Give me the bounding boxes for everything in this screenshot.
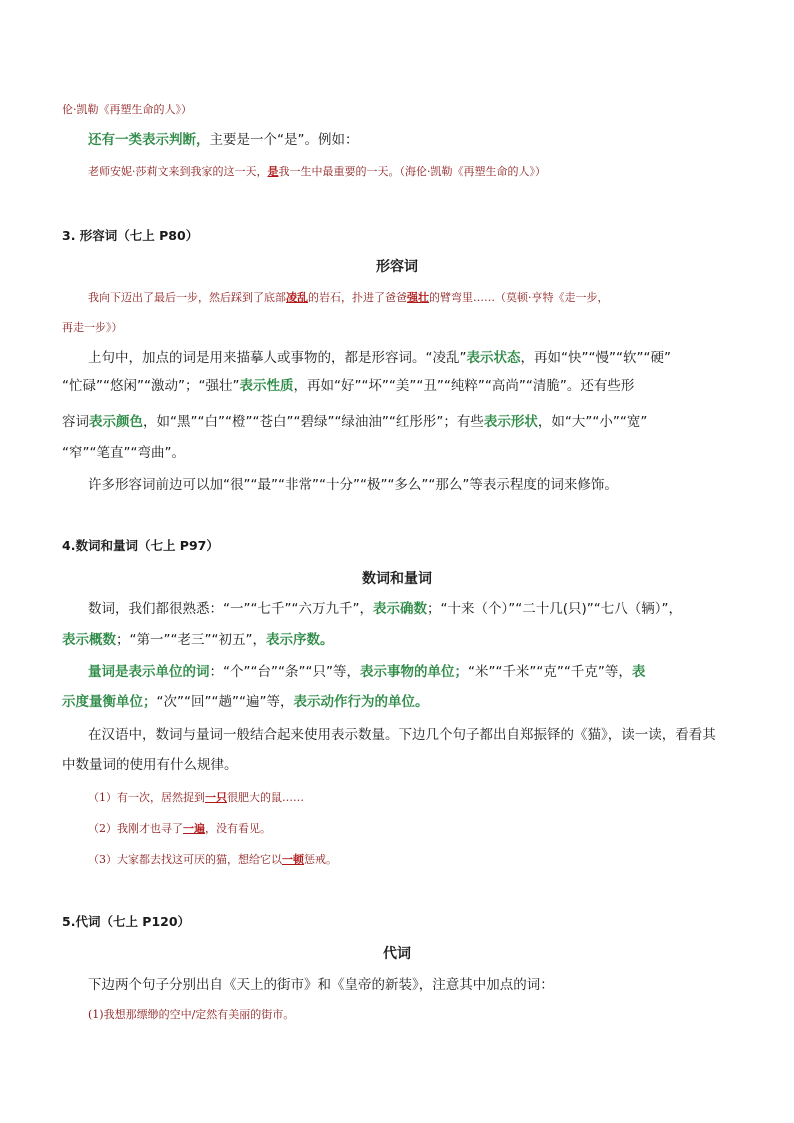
- body-text: 在汉语中，数词与量词一般结合起来使用表示数量。下边几个句子都出自郑振铎的《猫》，读一读，看看其: [88, 727, 716, 743]
- judgment-example-sentence: [88, 166, 546, 177]
- emphasis-text: 表示序数。: [265, 632, 334, 648]
- example-text: （2）我刚才也寻了: [88, 822, 183, 835]
- example-source-line: [62, 104, 192, 115]
- dotted-word: 一顿: [282, 853, 304, 866]
- dotted-word: 强壮: [407, 291, 429, 304]
- pronoun-example-1: [88, 1009, 294, 1020]
- example-text: 再走一步》）: [62, 321, 123, 334]
- adjective-paragraph-line: [88, 352, 671, 366]
- body-text: ：“个”“台”“条”“只”等，: [209, 664, 360, 680]
- example-source-text: 伦·凯勒《再塑生命的人》）: [62, 103, 192, 116]
- example-text: 很肥大的鼠……: [227, 791, 304, 804]
- adjective-paragraph-line: [62, 380, 634, 394]
- emphasis-text: 还有一类表示判断，: [88, 132, 210, 148]
- emphasis-text: 表示事物的单位；: [359, 664, 468, 680]
- example-text: （3）大家都去找这可厌的猫，想给它以: [88, 853, 282, 866]
- classifier-paragraph-line: [62, 696, 428, 710]
- body-text: “窄”“笔直”“弯曲”。: [62, 445, 185, 461]
- classifier-paragraph-line: [88, 666, 645, 680]
- body-text: ，如“黑”“白”“橙”“苍白”“碧绿”“绿油油”“红彤彤”；有些: [143, 414, 484, 430]
- quantity-example-1: [88, 792, 304, 803]
- adjective-paragraph-line: [62, 416, 647, 430]
- body-text: 数词，我们都很熟悉：“一”“七千”“六万九千”，: [88, 601, 373, 617]
- emphasis-text: 表: [631, 664, 646, 680]
- emphasis-text: 表示形状: [483, 414, 538, 430]
- dotted-word: 一遍: [183, 822, 205, 835]
- body-text: “忙碌”“悠闲”“激动”；“强壮”: [62, 378, 240, 394]
- section-heading-pronoun: 5.代词（七上 P120）: [62, 914, 191, 929]
- pronoun-paragraph-line: [88, 979, 554, 993]
- adjective-example-sentence: [88, 292, 609, 303]
- body-text: 容词: [62, 414, 89, 430]
- section-title-numeral: 数词和量词: [362, 571, 432, 587]
- section-heading-numeral: 4.数词和量词（七上 P97）: [62, 538, 219, 553]
- body-text: 上句中，加点的词是用来描摹人或事物的，都是形容词。“凌乱”: [88, 350, 467, 366]
- adjective-paragraph-line: [62, 447, 185, 461]
- example-text: 老师安妮·莎莉文来到我家的这一天，: [88, 165, 268, 178]
- example-text: 惩戒。: [304, 853, 337, 866]
- body-text: ，再如“好”“坏”“美”“丑”“纯粹”“高尚”“清脆”。还有些形: [293, 378, 635, 394]
- body-text: 中数量词的使用有什么规律。: [62, 757, 238, 773]
- emphasis-text: 表示概数: [62, 632, 116, 648]
- dotted-word: 凌乱: [286, 291, 308, 304]
- numeral-paragraph-line: [62, 634, 333, 648]
- quantity-example-2: [88, 823, 271, 834]
- example-text: 的岩石，扑进了爸爸: [308, 291, 407, 304]
- body-text: 下边两个句子分别出自《天上的街市》和《皇帝的新装》，注意其中加点的词：: [88, 977, 554, 993]
- body-text: “次”“回”“趟”“遍”等，: [156, 694, 294, 710]
- body-text: “米”“千米”“克”“千克”等，: [467, 664, 632, 680]
- example-text: (1)我想那缥缈的空中/定然有美丽的街市。: [88, 1008, 295, 1021]
- numeral-paragraph-line: [88, 603, 682, 617]
- emphasis-text: 表示动作行为的单位。: [293, 694, 429, 710]
- example-text: 我向下迈出了最后一步，然后踩到了底部: [88, 291, 286, 304]
- emphasis-text: 示度量衡单位；: [62, 694, 157, 710]
- example-text: 我一生中最重要的一天。（海伦·凯勒《再塑生命的人》）: [278, 165, 546, 178]
- section-title-pronoun: 代词: [383, 946, 411, 962]
- emphasis-text: 表示状态: [466, 350, 521, 366]
- adjective-degree-paragraph: [88, 479, 618, 493]
- body-text: 主要是一个“是”。例如：: [209, 132, 359, 148]
- body-text: ，再如“快”“慢”“软”“硬”: [520, 350, 671, 366]
- section-title-adjective: 形容词: [376, 259, 418, 275]
- adjective-example-source: [62, 322, 123, 333]
- example-text: ，没有看见。: [205, 822, 271, 835]
- emphasis-text: 表示确数: [372, 601, 427, 617]
- body-text: ；“第一”“老三”“初五”，: [116, 632, 266, 648]
- example-text: （1）有一次，居然捉到: [88, 791, 205, 804]
- emphasis-text: 量词是表示单位的词: [88, 664, 210, 680]
- emphasis-text: 表示性质: [239, 378, 294, 394]
- emphasis-text: 表示颜色: [89, 414, 143, 430]
- example-text: 的臂弯里……（莫顿·亨特《走一步，: [429, 291, 609, 304]
- quantity-paragraph-line: [88, 729, 716, 743]
- dotted-word: 一只: [205, 791, 227, 804]
- body-text: 许多形容词前边可以加“很”“最”“非常”“十分”“极”“多么”“那么”等表示程度的词来修饰。: [88, 477, 618, 493]
- quantity-example-3: [88, 854, 337, 865]
- judgment-verb-paragraph: [88, 134, 359, 148]
- body-text: ，如“大”“小”“宽”: [537, 414, 648, 430]
- dotted-word: 是: [267, 165, 279, 178]
- section-heading-adjective: 3. 形容词（七上 P80）: [62, 228, 199, 243]
- body-text: ；“十来（个）”“二十几(只)”“七八（辆）”，: [426, 601, 682, 617]
- quantity-paragraph-line: [62, 759, 238, 773]
